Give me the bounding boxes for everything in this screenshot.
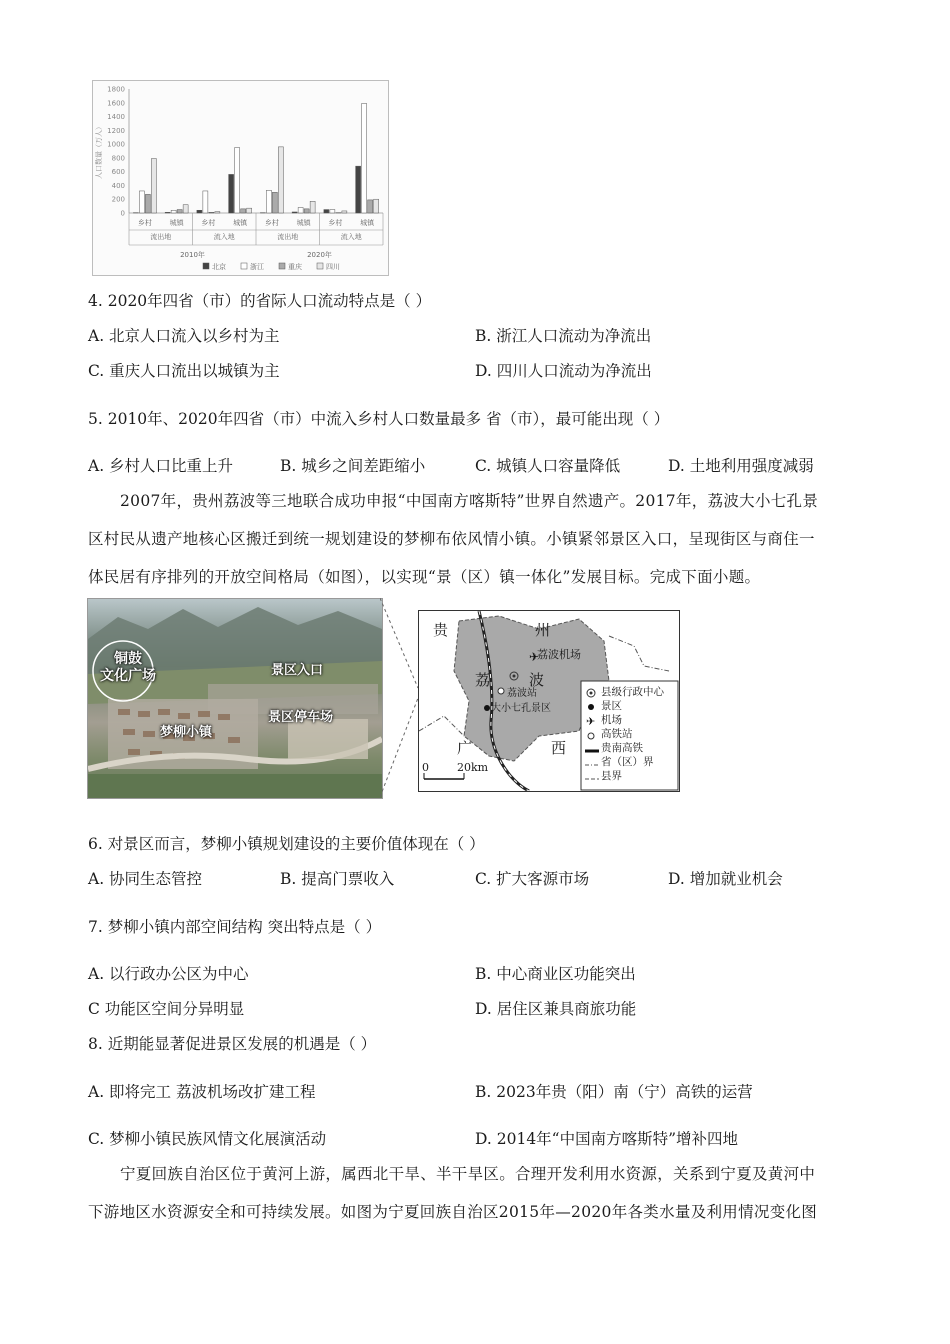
map-label-airport: 荔波机场 xyxy=(537,648,581,661)
q6-option-a[interactable]: A. 协同生态管控 xyxy=(88,870,203,888)
bar xyxy=(209,212,214,213)
q5-option-d[interactable]: D. 土地利用强度减弱 xyxy=(668,457,814,475)
bar xyxy=(183,205,188,213)
map-label-gui: 贵 xyxy=(433,621,449,639)
q7-option-a[interactable]: A. 以行政办公区为中心 xyxy=(88,965,249,983)
x-tick-label: 城镇 xyxy=(360,219,375,227)
svg-text:✈: ✈ xyxy=(529,650,540,664)
bar xyxy=(368,200,373,213)
bar xyxy=(151,159,156,213)
town-label: 梦柳小镇 xyxy=(160,725,213,740)
y-tick-label: 800 xyxy=(111,154,125,163)
y-tick-label: 200 xyxy=(111,195,125,204)
q7-option-d[interactable]: D. 居住区兼具商旅功能 xyxy=(475,1000,637,1018)
y-tick-label: 400 xyxy=(111,181,125,190)
q6-option-b[interactable]: B. 提高门票收入 xyxy=(280,870,395,888)
legend-label: 四川 xyxy=(326,263,340,271)
x-tick-label: 乡村 xyxy=(201,219,216,227)
legend-province-border: 省（区）界 xyxy=(601,756,654,768)
x-tick-label: 乡村 xyxy=(137,219,152,227)
bar xyxy=(356,166,361,213)
q6-option-d[interactable]: D. 增加就业机会 xyxy=(668,870,783,888)
q5-option-c[interactable]: C. 城镇人口容量降低 xyxy=(475,457,621,475)
bar xyxy=(330,210,335,213)
photo-scenery xyxy=(88,599,382,798)
legend-railway: 贵南高铁 xyxy=(601,742,643,754)
bar xyxy=(304,209,309,213)
map-label-station: 荔波站 xyxy=(507,688,537,699)
bar xyxy=(139,191,144,213)
x-tick-label: 城镇 xyxy=(296,219,311,227)
q5-option-b[interactable]: B. 城乡之间差距缩小 xyxy=(280,457,426,475)
flow-label: 流出地 xyxy=(150,233,172,241)
photo-map-connector xyxy=(380,598,420,798)
bar xyxy=(165,212,170,213)
bar xyxy=(272,192,277,213)
map-legend xyxy=(601,685,664,783)
q4-stem: 4. 2020年四省（市）的省际人口流动特点是（ ） xyxy=(88,292,432,310)
flow-label: 流出地 xyxy=(277,233,299,241)
q5-option-a[interactable]: A. 乡村人口比重上升 xyxy=(88,457,234,475)
q8-option-d[interactable]: D. 2014年“中国南方喀斯特”增补四地 xyxy=(475,1130,739,1148)
q6-stem: 6. 对景区而言，梦柳小镇规划建设的主要价值体现在（ ） xyxy=(88,835,485,853)
q8-stem: 8. 近期能显著促进景区发展的机遇是（ ） xyxy=(88,1035,377,1053)
q8-option-c[interactable]: C. 梦柳小镇民族风情文化展演活动 xyxy=(88,1130,327,1148)
q4-option-c[interactable]: C. 重庆人口流出以城镇为主 xyxy=(88,362,280,380)
bar xyxy=(342,211,347,213)
bar xyxy=(266,190,271,213)
legend-scenic: 景区 xyxy=(601,700,622,712)
parking-label: 景区停车场 xyxy=(268,710,334,725)
q8-option-a[interactable]: A. 即将完工 荔波机场改扩建工程 xyxy=(88,1083,316,1101)
mengliu-town-photo xyxy=(87,598,383,799)
passage2-line1: 宁夏回族自治区位于黄河上游，属西北干旱、半干旱区。合理开发利用水资源，关系到宁夏及黄河中 xyxy=(120,1165,816,1183)
legend-swatch xyxy=(317,263,323,269)
bar xyxy=(278,147,283,213)
libo-location-map xyxy=(418,610,680,792)
passage1-line3: 体民居有序排列的开放空间格局（如图），以实现“景（区）镇一体化”发展目标。完成下面小题。 xyxy=(88,568,761,586)
legend-label: 重庆 xyxy=(288,263,302,271)
bar xyxy=(374,199,379,213)
y-tick-label: 600 xyxy=(111,168,125,177)
bar xyxy=(177,210,182,213)
map-label-guang: 广 xyxy=(457,739,473,757)
y-tick-label: 1600 xyxy=(107,99,125,108)
bar xyxy=(241,209,246,213)
x-tick-label: 城镇 xyxy=(169,219,184,227)
legend-hsr-station: 高铁站 xyxy=(601,728,633,740)
bar xyxy=(203,191,208,213)
map-scale-km: 20km xyxy=(457,761,489,774)
y-axis-label: 人口数量（万人） xyxy=(95,123,103,179)
y-tick-label: 1800 xyxy=(107,85,125,94)
map-label-xi: 西 xyxy=(551,739,567,757)
flow-label: 流入地 xyxy=(340,233,362,241)
map-label-zhou: 州 xyxy=(535,621,551,639)
year-label: 2010年 xyxy=(180,251,205,259)
passage2-line2: 下游地区水资源安全和可持续发展。如图为宁夏回族自治区2015年—2020年各类水量及利用情况变化图 xyxy=(88,1203,818,1221)
y-tick-label: 0 xyxy=(120,209,125,218)
bar xyxy=(215,212,220,213)
population-flow-chart xyxy=(92,80,389,276)
legend-label: 北京 xyxy=(212,263,226,271)
map-label-scenic: 大小七孔景区 xyxy=(491,703,551,714)
bar xyxy=(292,212,297,213)
y-tick-label: 1400 xyxy=(107,113,125,122)
x-tick-label: 乡村 xyxy=(328,219,343,227)
q8-option-b[interactable]: B. 2023年贵（阳）南（宁）高铁的运营 xyxy=(475,1083,753,1101)
legend-swatch xyxy=(279,263,285,269)
passage1-line2: 区村民从遗产地核心区搬迁到统一规划建设的梦柳布依风情小镇。小镇紧邻景区入口，呈现街区与商住一 xyxy=(88,530,815,548)
bar xyxy=(145,194,150,213)
bar xyxy=(197,210,202,213)
flow-label: 流入地 xyxy=(213,233,235,241)
legend-county-border: 县界 xyxy=(601,770,622,782)
map-label-li: 荔 xyxy=(475,671,491,689)
legend-admin-center: 县级行政中心 xyxy=(601,686,664,698)
passage1-line1: 2007年，贵州荔波等三地联合成功申报“中国南方喀斯特”世界自然遗产。2017年，荔波大小七孔景 xyxy=(120,492,819,510)
y-tick-label: 1200 xyxy=(107,126,125,135)
plaza-label-line1: 铜鼓 xyxy=(114,651,142,667)
q4-option-d[interactable]: D. 四川人口流动为净流出 xyxy=(475,362,652,380)
q4-option-a[interactable]: A. 北京人口流入以乡村为主 xyxy=(88,327,280,345)
legend-airport: 机场 xyxy=(601,714,622,726)
legend-label: 浙江 xyxy=(250,263,264,271)
legend-swatch xyxy=(203,263,209,269)
year-label: 2020年 xyxy=(307,251,332,259)
svg-text:✈: ✈ xyxy=(586,715,596,728)
legend-swatch xyxy=(241,263,247,269)
map-label-bo: 波 xyxy=(529,671,545,689)
q5-stem: 5. 2010年、2020年四省（市）中流入乡村人口数量最多 省（市），最可能出现（ ） xyxy=(88,410,670,428)
bar xyxy=(362,103,367,213)
q4-option-b[interactable]: B. 浙江人口流动为净流出 xyxy=(475,327,652,345)
q7-stem: 7. 梦柳小镇内部空间结构 突出特点是（ ） xyxy=(88,918,382,936)
q7-option-b[interactable]: B. 中心商业区功能突出 xyxy=(475,965,636,983)
bar xyxy=(310,201,315,213)
plaza-label xyxy=(100,651,156,685)
q7-option-c[interactable]: C 功能区空间分异明显 xyxy=(88,1000,245,1018)
q6-option-c[interactable]: C. 扩大客源市场 xyxy=(475,870,590,888)
y-tick-label: 1000 xyxy=(107,140,125,149)
bar xyxy=(171,210,176,213)
bar xyxy=(298,207,303,213)
plaza-label-line2: 文化广场 xyxy=(100,668,156,684)
bar xyxy=(235,148,240,213)
chart-svg xyxy=(93,81,388,275)
bar xyxy=(229,174,234,213)
entrance-label: 景区入口 xyxy=(271,663,324,678)
map-scale-zero: 0 xyxy=(422,761,429,774)
x-tick-label: 乡村 xyxy=(264,219,279,227)
x-tick-label: 城镇 xyxy=(233,219,248,227)
bar xyxy=(247,208,252,213)
bar xyxy=(324,210,329,213)
